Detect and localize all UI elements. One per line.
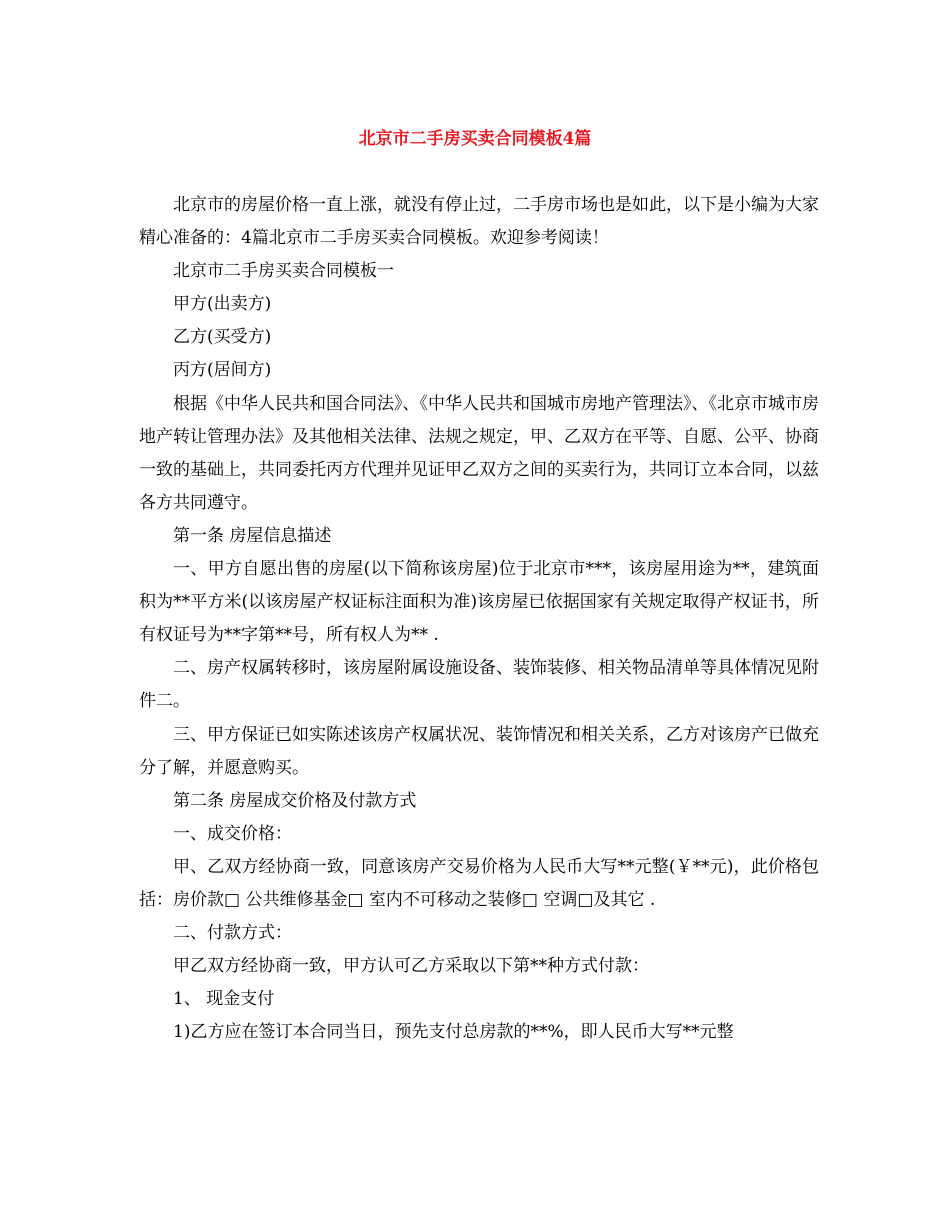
payment-subheading: 二、付款方式：	[173, 923, 292, 944]
legal-basis-paragraph: 根据《中华人民共和国合同法》、《中华人民共和国城市房地产管理法》、《北京市城市房地产转让管理办法》及其他相关法律、法规之规定，甲、乙双方在平等、自愿、公平、协商一致的基础上，共同委托丙方代理并见证甲乙双方之间的买卖行为，共同订立本合同，以兹各方共同遵守。	[139, 393, 819, 513]
article-1-clause-2: 二、房产权属转移时，该房屋附属设施设备、装饰装修、相关物品清单等具体情况见附件二。	[139, 658, 819, 712]
article-1-clause-1: 一、甲方自愿出售的房屋(以下简称该房屋)位于北京市***，该房屋用途为**，建筑面积为**平方米(以该房屋产权证标注面积为准)该房屋已依据国家有关规定取得产权证书，所有权证号为**字第**号，所有权人为** .	[139, 559, 819, 646]
price-paragraph: 甲、乙双方经协商一致，同意该房产交易价格为人民币大写**元整(￥**元)，此价格包括：房价款□ 公共维修基金□ 室内不可移动之装修□ 空调□及其它 .	[139, 856, 819, 910]
document-title: 北京市二手房买卖合同模板4篇	[358, 129, 592, 149]
party-b-line: 乙方(买受方)	[173, 327, 272, 348]
price-subheading: 一、成交价格：	[173, 823, 292, 844]
cash-payment-subitem-1: 1)乙方应在签订本合同当日，预先支付总房款的**%，即人民币大写**元整	[173, 1022, 734, 1043]
article-1-clause-3: 三、甲方保证已如实陈述该房产权属状况、装饰情况和相关关系，乙方对该房产已做充分了解，并愿意购买。	[139, 724, 819, 778]
payment-method-paragraph: 甲乙双方经协商一致，甲方认可乙方采取以下第**种方式付款：	[173, 956, 649, 977]
cash-payment-item: 1、 现金支付	[173, 989, 275, 1010]
intro-paragraph: 北京市的房屋价格一直上涨，就没有停止过，二手房市场也是如此，以下是小编为大家精心准备的：4篇北京市二手房买卖合同模板。欢迎参考阅读！	[139, 195, 819, 249]
party-c-line: 丙方(居间方)	[173, 360, 272, 381]
article-1-heading: 第一条 房屋信息描述	[173, 525, 332, 546]
document-body	[139, 189, 819, 1049]
article-2-heading: 第二条 房屋成交价格及付款方式	[173, 790, 417, 811]
template-heading: 北京市二手房买卖合同模板一	[173, 261, 394, 282]
party-a-line: 甲方(出卖方)	[173, 294, 272, 315]
